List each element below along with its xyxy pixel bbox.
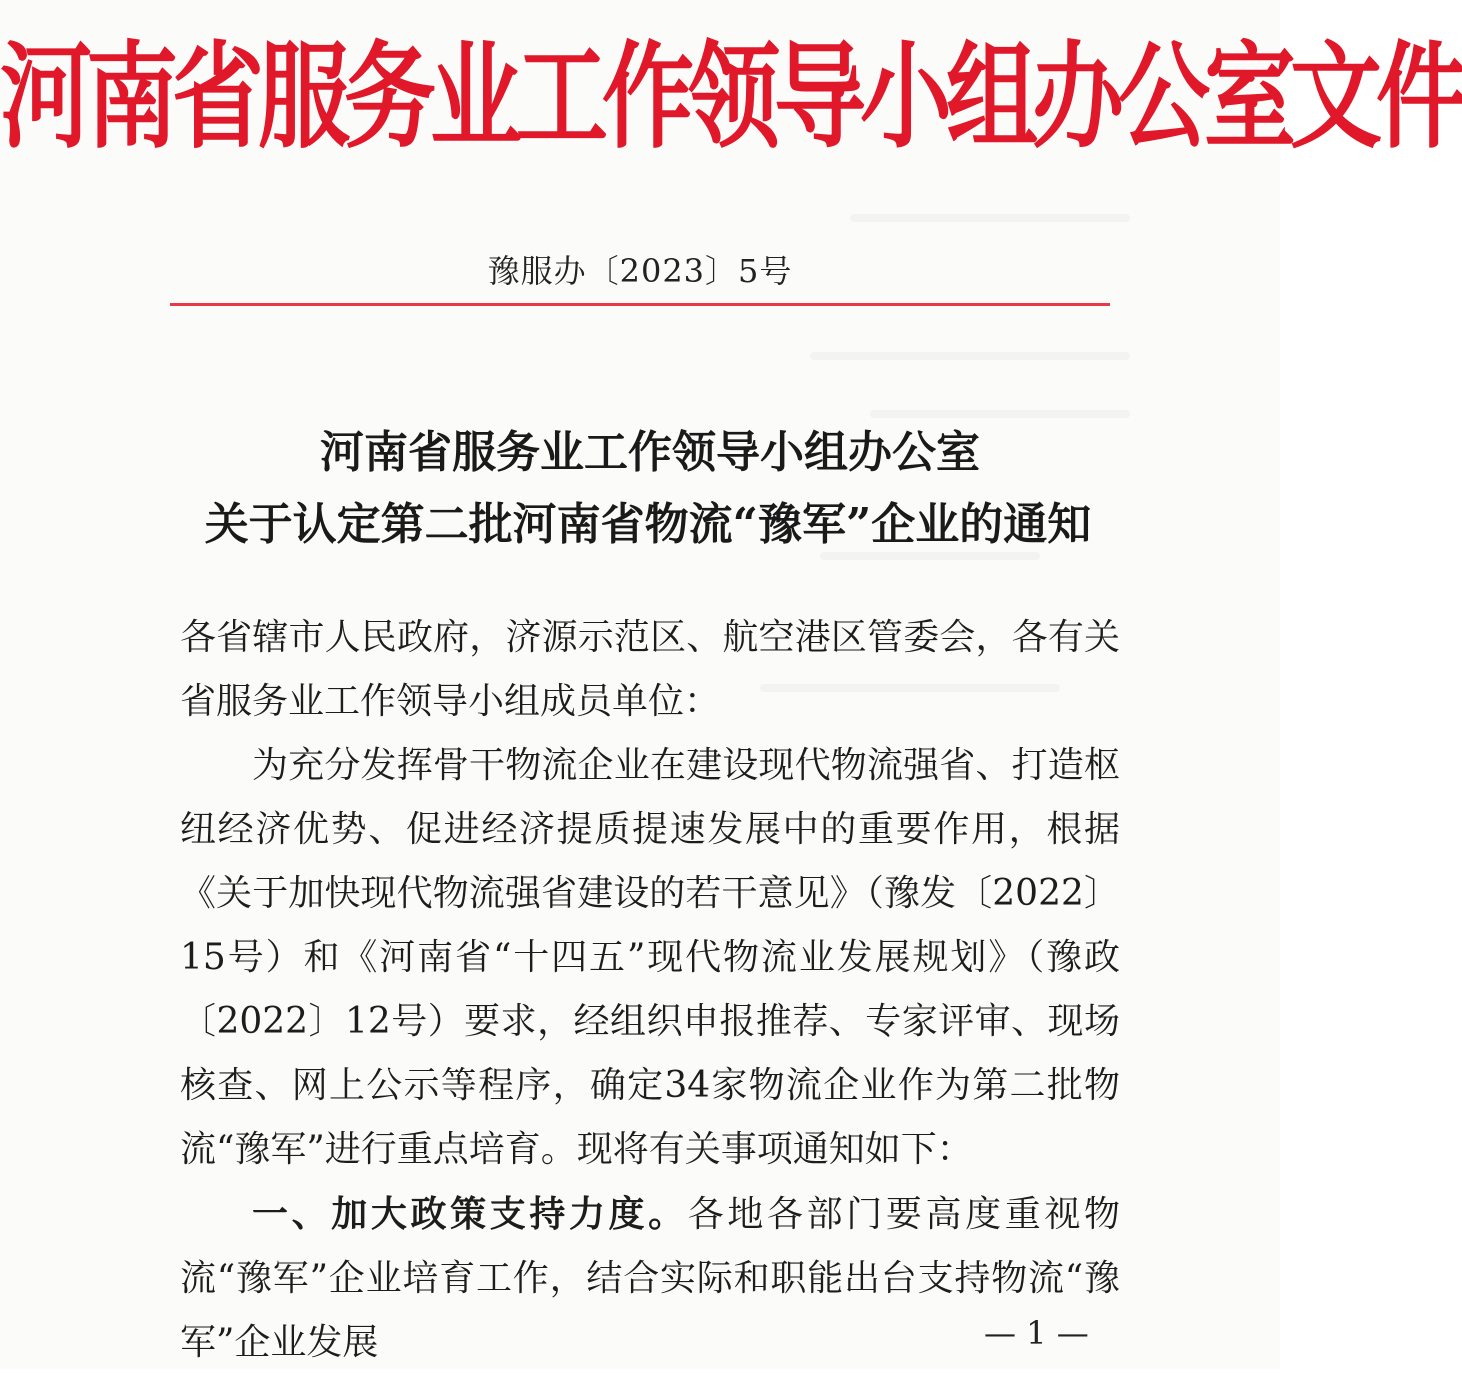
notice-title-line-1: 河南省服务业工作领导小组办公室 bbox=[320, 427, 980, 478]
section-1-text: 各地各部门要高度重视物流“豫军”企业培育工作，结合实际和职能出台支持物流“豫军”企业发展 bbox=[180, 1194, 1120, 1363]
show-through-line bbox=[810, 352, 1130, 360]
section-1-heading: 一、加大政策支持力度。 bbox=[252, 1193, 688, 1235]
red-separator-line bbox=[170, 303, 1110, 306]
addressee: 各省辖市人民政府，济源示范区、航空港区管委会，各有关省服务业工作领导小组成员单位： bbox=[180, 617, 1120, 722]
notice-title-line-2: 关于认定第二批河南省物流“豫军”企业的通知 bbox=[204, 499, 1092, 550]
body-paragraph-1: 为充分发挥骨干物流企业在建设现代物流强省、打造枢纽经济优势、促进经济提质提速发展中的重要作用，根据《关于加快现代物流强省建设的若干意见》（豫发〔2022〕15号）和《河南省“十四五”现代物流业发展规划》（豫政〔2022〕12号）要求，经组织申报推荐、专家评审、现场核查、网上公示等程序，确定34家物流企业作为第二批物流“豫军”进行重点培育。现将有关事项通知如下： bbox=[180, 745, 1120, 1170]
document-header-title: 河南省服务业工作领导小组办公室文件 bbox=[0, 29, 1462, 164]
document-number: 豫服办〔2023〕5号 bbox=[487, 252, 793, 290]
page-number: — 1 — bbox=[984, 1314, 1089, 1352]
show-through-line bbox=[850, 214, 1130, 222]
body-paragraph-2 bbox=[180, 1182, 1120, 1375]
show-through-line bbox=[820, 552, 1040, 560]
